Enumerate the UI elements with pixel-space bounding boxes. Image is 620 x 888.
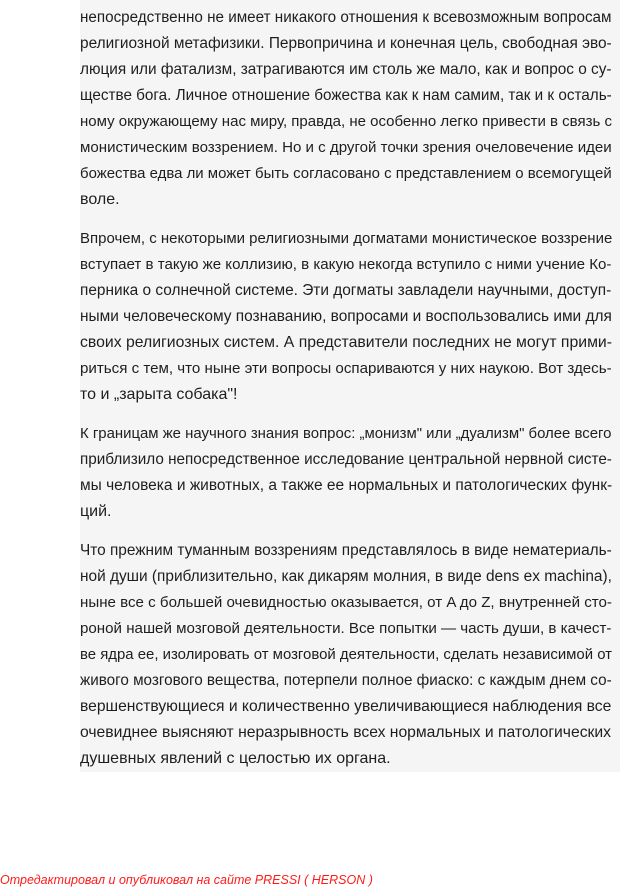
text-line: ныне все с большей очевидностью оказывается, от A до Z, внутренней сто- (80, 594, 612, 611)
text-line: ществе бога. Личное отношение божества как к нам самим, так и к осталь- (80, 87, 612, 104)
text-line: ций. (80, 503, 112, 520)
text-line: то и „зарыта собака"! (80, 386, 238, 403)
text-line: ному окружающему нас миру, правда, не особенно легко привести в связь с (80, 113, 612, 130)
text-line: люция или фатализм, затрагиваются им столь же мало, как и вопрос о су- (80, 61, 612, 78)
text-line: Что прежним туманным воззрениям представлялось в виде нематериаль- (80, 542, 612, 559)
text-line: своих религиозных систем. А представители последних не могут прими- (80, 334, 612, 351)
text-line: Впрочем, с некоторыми религиозными догматами монистическое воззрение (80, 230, 613, 247)
text-line: вступает в такую же коллизию, в какую некогда вступило с ними учение Ко- (80, 256, 612, 273)
text-line: живого мозгового вещества, потерпели полное фиаско: с каждым днем со- (80, 672, 612, 689)
text-line: душевных явлений с целостью их органа. (80, 750, 391, 767)
text-line: роной нашей мозговой деятельности. Все попытки — часть души, в качест- (80, 620, 612, 637)
text-line: ной души (приблизительно, как дикарям молния, в виде dens ex machina), (80, 568, 612, 585)
text-line: ными человеческому познаванию, вопросами и воспользовались ими для (80, 308, 612, 325)
text-line: риться с тем, что ныне эти вопросы оспариваются у них наукою. Вот здесь- (80, 360, 612, 377)
text-line: очевиднее выясняют неразрывность всех нормальных и патологических (80, 724, 612, 741)
text-line: непосредственно не имеет никакого отношения к всевозможным вопросам (80, 9, 612, 26)
text-line: ве ядра ее, изолировать от мозговой деятельности, сделать независимой от (80, 646, 613, 663)
text-line: К границам же научного знания вопрос: „монизм" или „дуализм" более всего (80, 425, 612, 442)
text-block (80, 0, 620, 772)
text-line: мы человека и животных, а также ее нормальных и патологических функ- (80, 477, 613, 494)
publisher-footer: Отредактировал и опубликовал на сайте PRESSI ( HERSON ) (0, 873, 373, 887)
text-line: вершенствующиеся и количественно увеличивающиеся наблюдения все (80, 698, 612, 715)
text-line: воле. (80, 191, 120, 208)
text-line: монистическим воззрением. Но и с другой точки зрения очеловечение идеи (80, 139, 612, 156)
text-line: перника о солнечной системе. Эти догматы завладели научными, доступ- (80, 282, 612, 299)
text-line: божества едва ли может быть согласовано с представлением о всемогущей (80, 165, 612, 182)
text-line: религиозной метафизики. Первопричина и конечная цель, свободная эво- (80, 35, 612, 52)
text-line: приблизило непосредственное исследование центральной нервной систе- (80, 451, 612, 468)
